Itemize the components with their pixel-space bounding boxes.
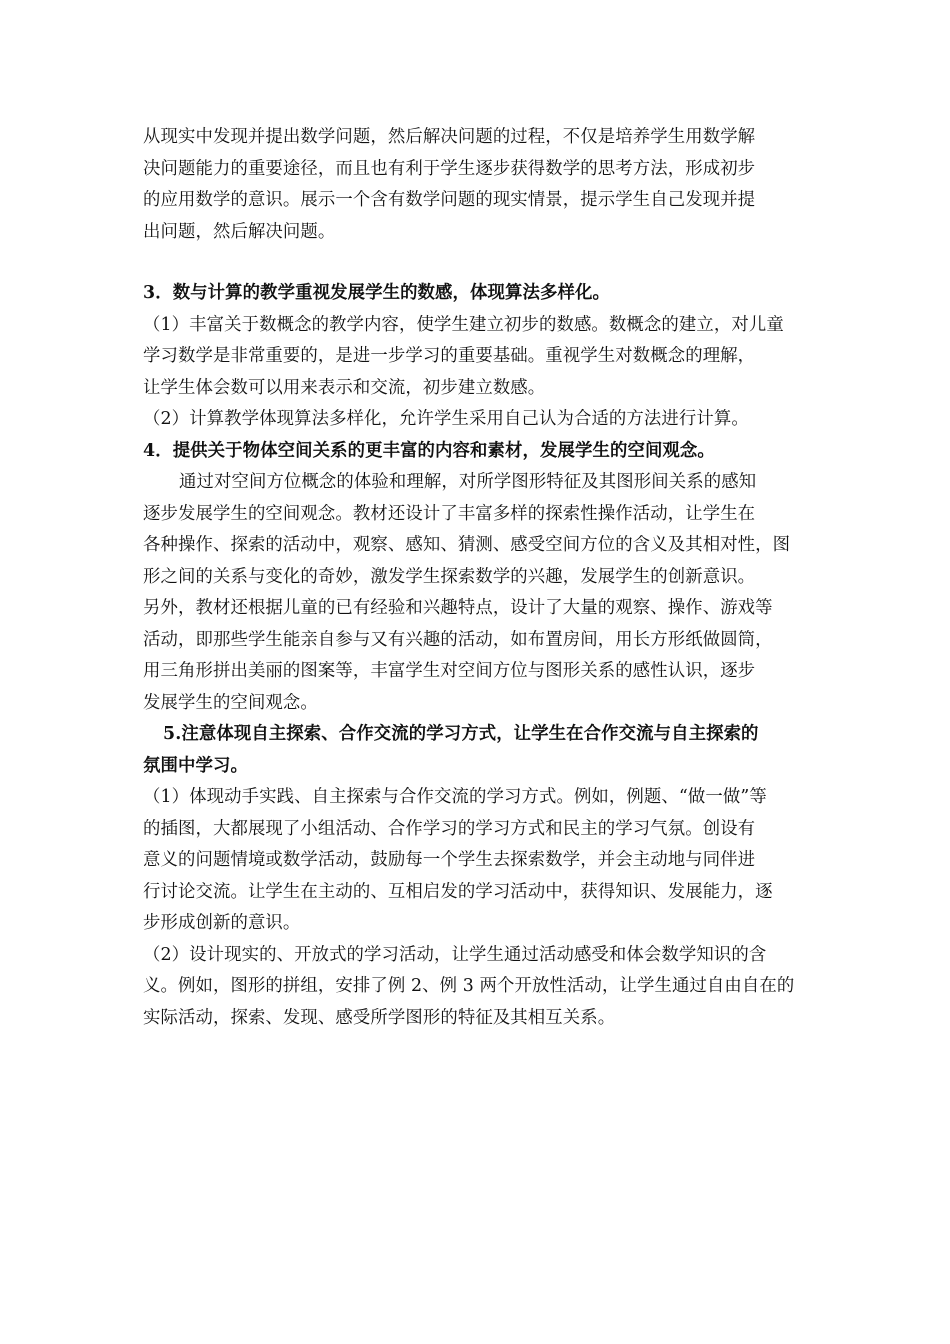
text-line: 活动，即那些学生能亲自参与又有兴趣的活动，如布置房间，用长方形纸做圆筒， [143, 629, 773, 650]
paragraph-gap [143, 248, 810, 278]
text-line: 意义的问题情境或数学活动，鼓励每一个学生去探索数学，并会主动地与同伴进 [143, 850, 756, 870]
document-page [143, 122, 810, 1034]
section-heading-4: 4．提供关于物体空间关系的更丰富的内容和素材，发展学生的空间观念。 [143, 440, 715, 461]
text-line: 形之间的关系与变化的奇妙，激发学生探索数学的兴趣，发展学生的创新意识。 [143, 566, 756, 587]
text-line: 逐步发展学生的空间观念。教材还设计了丰富多样的探索性操作活动，让学生在 [143, 503, 756, 524]
text-line: 义。例如，图形的拼组，安排了例 2、例 3 两个开放性活动，让学生通过自由自在的 [143, 976, 795, 996]
text-line: （2）设计现实的、开放式的学习活动，让学生通过活动感受和体会数学知识的含 [143, 944, 767, 965]
text-line: 出问题，然后解决问题。 [143, 221, 336, 242]
text-line: 从现实中发现并提出数学问题，然后解决问题的过程，不仅是培养学生用数学解 [143, 127, 756, 147]
paragraph-3-2: （2）计算教学体现算法多样化，允许学生采用自己认为合适的方法进行计算。 [143, 409, 749, 429]
text-line: 决问题能力的重要途径，而且也有利于学生逐步获得数学的思考方法，形成初步 [143, 158, 756, 179]
text-line: 发展学生的空间观念。 [143, 692, 318, 713]
paragraph-4 [143, 467, 810, 719]
text-line: （1）丰富关于数概念的教学内容，使学生建立初步的数感。数概念的建立，对儿童 [143, 314, 784, 335]
text-line: 用三角形拼出美丽的图案等，丰富学生对空间方位与图形关系的感性认识，逐步 [143, 661, 756, 681]
text-line: 的插图，大都展现了小组活动、合作学习的学习方式和民主的学习气氛。创设有 [143, 818, 756, 839]
text-line: （1）体现动手实践、自主探索与合作交流的学习方式。例如，例题、“做一做”等 [143, 787, 767, 807]
text-line: 实际活动，探索、发现、感受所学图形的特征及其相互关系。 [143, 1007, 616, 1028]
paragraph-3-1 [143, 310, 810, 405]
section-heading-3: 3．数与计算的教学重视发展学生的数感，体现算法多样化。 [143, 283, 610, 303]
text-line: 的应用数学的意识。展示一个含有数学问题的现实情景，提示学生自己发现并提 [143, 190, 756, 210]
text-line: 让学生体会数可以用来表示和交流，初步建立数感。 [143, 377, 546, 398]
text-line: 通过对空间方位概念的体验和理解，对所学图形特征及其图形间关系的感知 [179, 472, 757, 492]
heading-line: 5.注意体现自主探索、合作交流的学习方式，让学生在合作交流与自主探索的 [163, 724, 759, 744]
paragraph-5-1 [143, 782, 810, 940]
text-line: 各种操作、探索的活动中，观察、感知、猜测、感受空间方位的含义及其相对性，图 [143, 535, 791, 555]
text-line: 学习数学是非常重要的，是进一步学习的重要基础。重视学生对数概念的理解， [143, 346, 756, 366]
heading-line: 氛围中学习。 [143, 755, 248, 776]
paragraph-intro [143, 122, 810, 248]
paragraph-5-2 [143, 940, 810, 1035]
section-heading-5 [143, 719, 810, 782]
text-line: 另外，教材还根据儿童的已有经验和兴趣特点，设计了大量的观察、操作、游戏等 [143, 598, 773, 618]
text-line: 步形成创新的意识。 [143, 913, 301, 933]
text-line: 行讨论交流。让学生在主动的、互相启发的学习活动中，获得知识、发展能力，逐 [143, 881, 773, 902]
